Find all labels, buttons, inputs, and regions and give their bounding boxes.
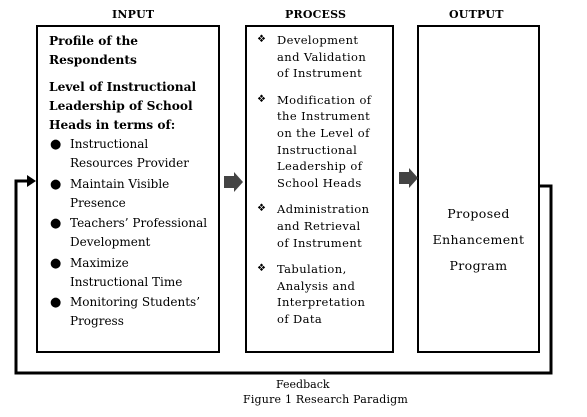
level-heading-line1: Level of Instructional (49, 80, 197, 94)
feedback-loop-arrow (16, 175, 551, 373)
output-header: OUTPUT (449, 8, 504, 21)
bullet-icon: ● (50, 295, 62, 310)
process-item: ❖ Development and Validation of Instrument (257, 33, 367, 81)
bullet-icon: ● (50, 255, 62, 271)
input-header: INPUT (112, 8, 155, 21)
level-heading-line2: Leadership of School (49, 99, 193, 113)
process-header: PROCESS (285, 8, 347, 21)
figure-caption: Figure 1 Research Paradigm (243, 393, 409, 406)
diamond-bullet-icon: ❖ (257, 203, 267, 215)
diamond-bullet-icon: ❖ (257, 263, 267, 275)
bullet-icon: ● (50, 176, 62, 192)
level-heading-line3: Heads in terms of: (49, 118, 176, 132)
profile-heading-line1: Profile of the (49, 34, 139, 48)
bullet-icon: ● (50, 137, 62, 152)
input-to-process-arrow (224, 172, 243, 192)
bullet-icon: ● (50, 216, 62, 231)
output-text: Proposed Enhancement Program (432, 206, 525, 273)
input-item: ● Teachers’ Professional Development (50, 216, 208, 249)
input-item: ● Maintain Visible Presence (50, 176, 170, 210)
input-item: ● Maximize Instructional Time (50, 255, 183, 289)
input-item: ● Instructional Resources Provider (50, 137, 189, 170)
input-item: ● Monitoring Students’ Progress (50, 295, 201, 328)
feedback-label: Feedback (276, 378, 330, 391)
profile-heading-line2: Respondents (49, 53, 137, 67)
diamond-bullet-icon: ❖ (257, 93, 267, 105)
process-item: ❖ Modification of the Instrument on the Level of Instructional Leadership of School Heads (257, 92, 372, 190)
process-item: ❖ Tabulation, Analysis and Interpretation of Data (257, 262, 366, 326)
process-to-output-arrow (399, 168, 418, 188)
diamond-bullet-icon: ❖ (257, 34, 267, 45)
process-item: ❖ Administration and Retrieval of Instrument (257, 202, 370, 250)
